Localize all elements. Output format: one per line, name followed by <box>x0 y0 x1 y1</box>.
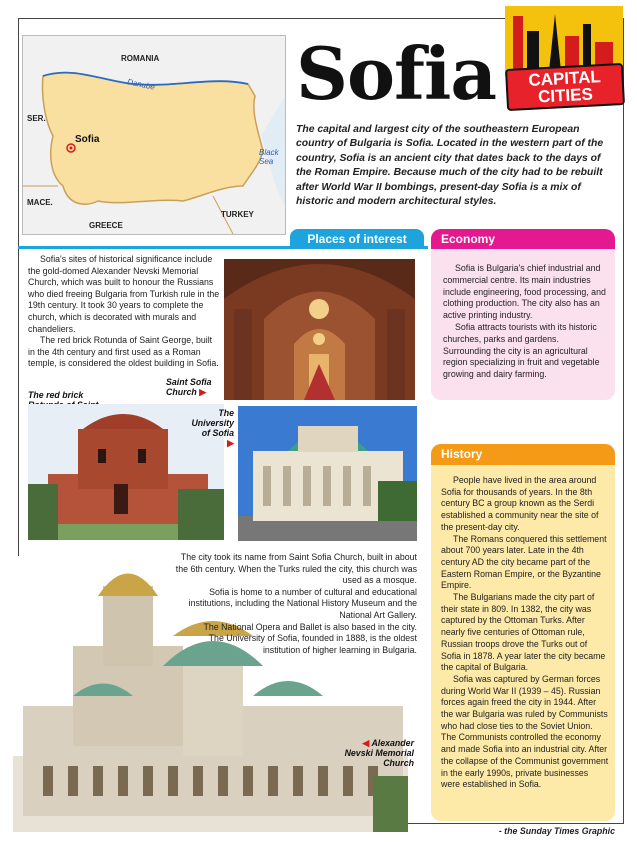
history-paragraph-4: Sofia was captured by German forces during World War II (1939 – 45). Russian forces again freed the city in 1944. After the war Bulgaria was ruled by Communists who had close ties to the Soviet Union. The Communists controlled the economy and made Sofia into an industrial city. After the collapse of the Communist government in the early 1990s, private businesses were established in Sofia. <box>441 673 609 790</box>
nevski-caption-text: Alexander Nevski Memorial Church <box>344 738 414 768</box>
saint-sofia-caption <box>166 377 226 397</box>
page-title: Sofia <box>296 31 496 116</box>
rotunda-caption-text: The red brick <box>28 390 84 400</box>
saint-sofia-caption-text: Saint Sofia Church <box>166 377 212 397</box>
saint-sofia-church-photo <box>224 259 415 400</box>
economy-paragraph-2: Sofia attracts tourists with its historic churches, parks and gardens. Surrounding the city is an agricultural region specializing in fruit and vegetable growing and dairy farming. <box>443 321 600 380</box>
source-credit: - the Sunday Times Graphic <box>498 826 615 836</box>
places-paragraph-2: The red brick Rotunda of Saint George, built in the 4th century and first used as a Roman temple, is considered the oldest building in Sofia. <box>28 335 219 369</box>
badge-line-1: CAPITAL <box>527 67 602 90</box>
black-sea-label: Black Sea <box>259 148 279 166</box>
danube-label: Danube <box>126 77 156 92</box>
nevski-caption <box>338 738 414 768</box>
university-caption <box>186 408 234 448</box>
university-of-sofia-photo <box>238 406 417 541</box>
places-bottom-paragraph-4: The University of Sofia, founded in 1888, is the oldest institution of higher learning in Bulgaria. <box>208 633 417 655</box>
places-bottom-paragraph-1: The city took its name from Saint Sofia Church, built in about the 6th century. When the Turks ruled the city, this church was used as a mosque. <box>175 552 417 586</box>
greece-label: GREECE <box>89 221 123 230</box>
badge-line-2: CITIES <box>537 84 594 107</box>
history-heading: History <box>431 444 615 465</box>
map-graphic <box>23 36 285 234</box>
economy-heading: Economy <box>431 229 615 249</box>
history-paragraph-3: The Bulgarians made the city part of their state in 809. In 1382, the city was captured by the Ottoman Turks. After nearly five centuries of Ottoman rule, Russian troops drove the Turks out of Sofia in 1878. A year later the city became the capital of Bulgaria. <box>441 592 606 673</box>
bulgaria-map <box>22 35 286 235</box>
places-bottom-text <box>160 552 417 656</box>
sofia-city-label: Sofia <box>75 134 100 145</box>
capital-cities-badge <box>505 63 625 111</box>
places-bottom-paragraph-3: The National Opera and Ballet is also based in the city. <box>203 621 417 632</box>
university-caption-text: The University of Sofia <box>191 408 234 438</box>
romania-label: ROMANIA <box>121 54 160 63</box>
history-paragraph-1: People have lived in the area around Sofia for thousands of years. In the 8th century BC a group known as the Serdi established a community near the site of the present-day city. <box>441 475 599 532</box>
economy-panel <box>431 229 615 400</box>
history-text <box>441 475 609 791</box>
intro-paragraph: The capital and largest city of the southeastern European country of Bulgaria is Sofia. Located in the western part of the country, Sofia is an ancient city that dates back to the days of the Roman Empire. Because much of the city had to be rebuilt after World War II bombings, present-day Sofia is a mix of historic and modern architectural styles. <box>296 124 604 208</box>
places-paragraph-1: Sofia's sites of historical significance include the gold-domed Alexander Nevski Memorial Church, which was built to honour the Russians who died freeing Bulgaria from Turkish rule in the 19th century. It took 30 years to complete the church, which is decorated with murals and chandeliers. <box>28 254 220 334</box>
macedonia-label: MACE. <box>27 198 53 207</box>
places-heading: Places of interest <box>290 229 424 248</box>
caption-arrow-icon: ▶ <box>227 438 234 448</box>
caption-arrow-icon: ◀ <box>362 738 370 748</box>
serbia-label: SER. <box>27 114 46 123</box>
history-panel <box>431 444 615 821</box>
turkey-label: TURKEY <box>221 210 254 219</box>
history-paragraph-2: The Romans conquered this settlement about 700 years later. Late in the 4th century AD the city became part of the Eastern Roman Empire, or the Byzantine Empire. <box>441 533 607 591</box>
caption-arrow-icon: ▶ <box>199 387 207 397</box>
economy-text <box>443 263 607 381</box>
places-bottom-paragraph-2: Sofia is home to a number of cultural and educational institutions, including the National History Museum and the National Art Gallery. <box>188 586 417 620</box>
places-text <box>28 254 220 370</box>
economy-paragraph-1: Sofia is Bulgaria's chief industrial and commercial centre. Its main industries include engineering, food processing, and clothing production. The city also has an active printing industry. <box>443 263 606 321</box>
